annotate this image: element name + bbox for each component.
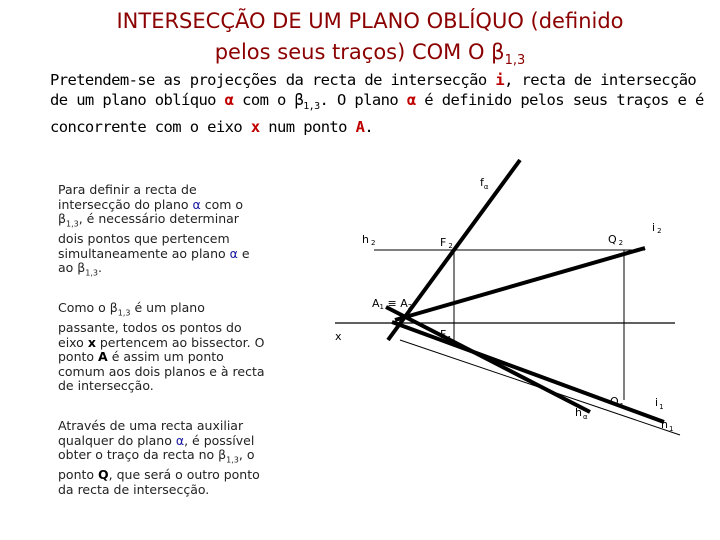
label-h2-sub: 2 <box>370 239 376 247</box>
intro-text: , recta de intersecção de um plano oblíquo <box>50 71 697 109</box>
title-line-2-text: pelos seus traços) COM O β <box>214 40 505 64</box>
label-A-sub1: 1 <box>379 303 384 311</box>
label-ha-sub: α <box>582 413 588 421</box>
intro-text: Pretendem-se as projecções da recta de intersecção <box>50 71 496 89</box>
label-F2-text: F <box>440 236 447 249</box>
side1-text: com o β <box>58 196 244 227</box>
side2-x: x <box>87 334 96 350</box>
intro-text: num ponto <box>259 118 356 137</box>
side2-text: é um plano passante, todos os pontos do eixo <box>58 300 242 350</box>
label-x: x <box>335 330 342 343</box>
label-i1-text: i <box>655 396 659 409</box>
label-Q1 <box>610 395 624 410</box>
side1-text: e ao β <box>58 245 250 276</box>
label-ha-text: h <box>575 406 582 419</box>
label-i1 <box>655 396 664 411</box>
side1-sub: 1,3 <box>65 219 79 229</box>
intro-alpha: α <box>406 91 416 109</box>
side3-alpha: α <box>175 432 185 448</box>
auxiliary-line-h1 <box>400 340 680 435</box>
side3-text: , o ponto <box>58 447 255 483</box>
intro-text: com o β <box>233 91 304 109</box>
side3-Q: Q <box>98 467 109 483</box>
label-i1-sub: 1 <box>659 403 664 411</box>
intro-text: . O plano <box>319 91 407 109</box>
intro-text: . <box>364 118 374 137</box>
side2-A: A <box>98 349 108 365</box>
intro-x: x <box>250 118 260 137</box>
label-F1-text: F <box>440 328 447 341</box>
side2-text: Como o β <box>58 300 118 315</box>
label-F2 <box>440 236 453 250</box>
side3-text: , é possível obter o traço da recta no β <box>58 432 255 463</box>
intro-text: é definido pelos seus traços e é concorrente com o eixo <box>50 91 704 137</box>
label-A-text: A <box>372 297 380 310</box>
label-i2-sub: 2 <box>657 227 662 235</box>
intro-sub: 1,3 <box>303 101 320 113</box>
side1-text: . <box>98 260 102 276</box>
label-Q1-sub: 1 <box>619 402 625 410</box>
label-F1 <box>440 328 452 343</box>
side2-sub: 1,3 <box>117 308 131 318</box>
label-i2 <box>652 221 662 235</box>
label-h1-sub: 1 <box>668 425 674 433</box>
intro-A: A <box>355 118 365 137</box>
label-Q2-sub: 2 <box>618 239 624 247</box>
side2-text: é assim um ponto comum aos dois planos e à recta de intersecção. <box>58 349 265 394</box>
label-i2-text: i <box>652 221 656 234</box>
side3-sub: 1,3 <box>226 455 239 465</box>
side1-sub: 1,3 <box>85 268 98 278</box>
label-A <box>372 297 412 311</box>
side3-text: Através de uma recta auxiliar qualquer do plano <box>58 418 244 448</box>
label-h1 <box>661 418 673 433</box>
side1-alpha: α <box>192 196 201 212</box>
label-F2-sub: 2 <box>448 242 453 250</box>
label-h2-text: h <box>362 233 369 246</box>
label-fa-text: f <box>480 176 484 189</box>
side2-text: pertencem ao bissector. O ponto <box>58 334 265 365</box>
label-A-sub2: 2 <box>407 303 413 311</box>
label-F1-sub: 1 <box>447 335 452 343</box>
title-line-1: INTERSECÇÃO DE UM PLANO OBLÍQUO (definido <box>116 9 624 33</box>
label-Q2-text: Q <box>608 233 617 246</box>
intro-alpha: α <box>224 91 234 109</box>
label-fa <box>480 176 489 191</box>
label-Q2 <box>608 233 623 247</box>
title-line-2-sub: 1,3 <box>504 53 526 69</box>
side1-text: , é necessário determinar dois pontos que pertencem simultaneamente ao plano <box>58 211 239 261</box>
intro-i: i <box>495 71 505 89</box>
label-A-equiv: ≡ A <box>384 297 408 310</box>
side3-text: , que será o outro ponto da recta de intersecção. <box>58 467 260 497</box>
label-fa-sub: α <box>483 183 489 191</box>
label-h2 <box>362 233 375 247</box>
label-Q1-text: Q <box>610 395 619 408</box>
side1-text: Para definir a recta de intersecção do plano <box>58 182 197 212</box>
side1-alpha: α <box>229 245 238 261</box>
label-h1-text: h <box>661 418 668 431</box>
intersection-line-i2 <box>395 248 645 320</box>
